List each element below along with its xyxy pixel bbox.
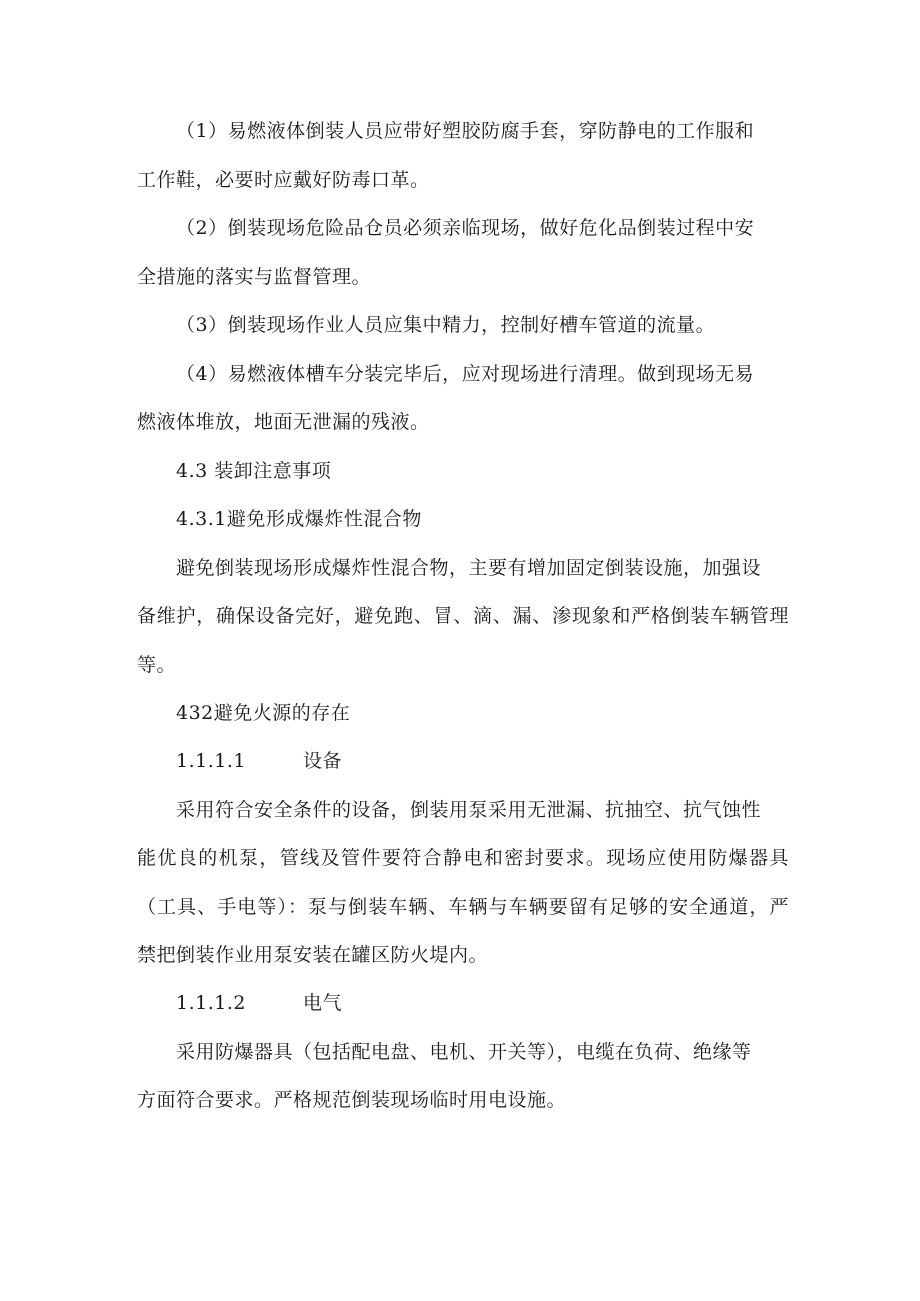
subsection-number: 1.1.1.2 <box>176 992 246 1014</box>
section-heading-4-3-1: 4.3.1避免形成爆炸性混合物 <box>176 508 422 530</box>
paragraph-6-line-2: 能优良的机泵，管线及管件要符合静电和密封要求。现场应使用防爆器具 <box>137 847 789 869</box>
paragraph-1-line-1: （1）易燃液体倒装人员应带好塑胶防腐手套，穿防静电的工作服和 <box>176 120 755 142</box>
paragraph-7-line-1: 采用防爆器具（包括配电盘、电机、开关等），电缆在负荷、绝缘等 <box>176 1041 752 1063</box>
section-heading-4-3: 4.3 装卸注意事项 <box>176 460 332 482</box>
paragraph-6-line-3: （工具、手电等）：泵与倒装车辆、车辆与车辆要留有足够的安全通道，严 <box>137 896 789 918</box>
paragraph-4-line-2: 燃液体堆放，地面无泄漏的残液。 <box>137 411 430 433</box>
paragraph-5-line-3: 等。 <box>137 654 177 676</box>
subsection-title: 设备 <box>303 750 343 772</box>
paragraph-2-line-1: （2）倒装现场危险品仓员必须亲临现场，做好危化品倒装过程中安 <box>176 217 755 239</box>
paragraph-3-line-1: （3）倒装现场作业人员应集中精力，控制好槽车管道的流量。 <box>176 314 716 336</box>
paragraph-6-line-4: 禁把倒装作业用泵安装在罐区防火堤内。 <box>137 944 489 966</box>
subsection-heading-1-1-1-2 <box>176 994 342 1013</box>
paragraph-6-line-1: 采用符合安全条件的设备，倒装用泵采用无泄漏、抗抽空、抗气蚀性 <box>176 799 762 821</box>
paragraph-1-line-2: 工作鞋，必要时应戴好防毒口革。 <box>137 169 430 191</box>
paragraph-4-line-1: （4）易燃液体槽车分装完毕后，应对现场进行清理。做到现场无易 <box>176 363 755 385</box>
paragraph-7-line-2: 方面符合要求。严格规范倒装现场临时用电设施。 <box>137 1089 567 1111</box>
paragraph-5-line-2: 备维护，确保设备完好，避免跑、冒、滴、漏、渗现象和严格倒装车辆管理 <box>137 605 789 627</box>
section-heading-4-3-2: 432避免火源的存在 <box>176 702 351 724</box>
subsection-number: 1.1.1.1 <box>176 750 246 772</box>
paragraph-2-line-2: 全措施的落实与监督管理。 <box>137 266 372 288</box>
subsection-title: 电气 <box>303 992 343 1014</box>
paragraph-5-line-1: 避免倒装现场形成爆炸性混合物，主要有增加固定倒装设施，加强设 <box>176 557 762 579</box>
subsection-heading-1-1-1-1 <box>176 752 342 771</box>
